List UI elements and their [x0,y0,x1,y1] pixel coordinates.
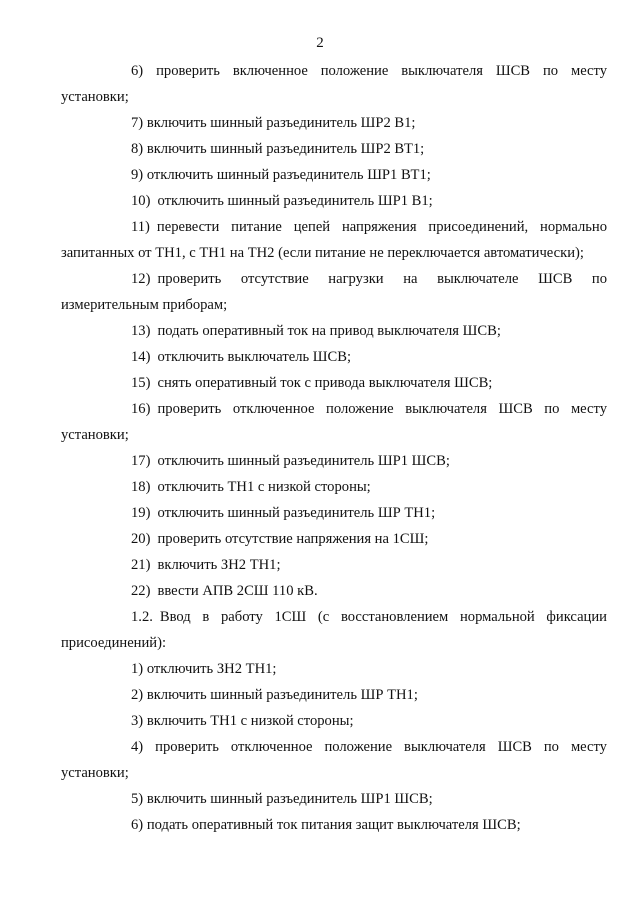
item-text: ввести АПВ 2СШ 110 кВ. [157,583,318,599]
list-item [61,214,607,266]
list-item [61,136,607,162]
section-heading [61,604,607,656]
item-number: 1) [131,661,144,677]
item-number: 7) [131,115,144,131]
list-item [61,682,607,708]
item-text: отключить шинный разъединитель ШР1 ШСВ; [157,453,450,469]
item-text: отключить шинный разъединитель ШР ТН1; [157,505,436,521]
item-number: 13) [131,323,151,339]
list-item [61,162,607,188]
item-number: 18) [131,479,151,495]
item-number: 10) [131,193,151,209]
item-number: 2) [131,687,144,703]
list-item [61,318,607,344]
item-text: снять оперативный ток с привода выключателя ШСВ; [157,375,493,391]
item-text: отключить выключатель ШСВ; [157,349,352,365]
item-number: 6) [131,63,144,79]
item-number: 12) [131,271,151,287]
section-text: Ввод в работу 1СШ (с восстановлением нормальной фиксации присоединений): [61,609,607,651]
list-item [61,266,607,318]
item-number: 6) [131,817,144,833]
item-number: 21) [131,557,151,573]
section-number: 1.2. [131,609,153,625]
item-number: 15) [131,375,151,391]
item-number: 8) [131,141,144,157]
document-body [61,58,607,838]
item-number: 19) [131,505,151,521]
list-item [61,344,607,370]
item-number: 9) [131,167,144,183]
list-item [61,396,607,448]
item-text: отключить ЗН2 ТН1; [146,661,277,677]
item-number: 17) [131,453,151,469]
page-number: 2 [316,35,324,51]
item-text: отключить ТН1 с низкой стороны; [157,479,371,495]
item-text: подать оперативный ток на привод выключателя ШСВ; [157,323,501,339]
list-item [61,552,607,578]
list-item [61,578,607,604]
item-number: 22) [131,583,151,599]
item-number: 4) [131,739,144,755]
item-text: включить шинный разъединитель ШР2 В1; [146,115,416,131]
item-text: отключить шинный разъединитель ШР1 ВТ1; [146,167,431,183]
item-text: подать оперативный ток питания защит выключателя ШСВ; [146,817,521,833]
item-number: 20) [131,531,151,547]
item-text: включить шинный разъединитель ШР2 ВТ1; [146,141,425,157]
item-text: проверить отсутствие напряжения на 1СШ; [157,531,429,547]
item-number: 16) [131,401,151,417]
item-text: включить ЗН2 ТН1; [157,557,281,573]
item-number: 14) [131,349,151,365]
list-item [61,500,607,526]
list-item [61,188,607,214]
list-item [61,708,607,734]
list-item [61,370,607,396]
item-number: 11) [131,219,150,235]
item-text: проверить включенное положение выключателя ШСВ по месту установки; [61,63,607,105]
list-item [61,812,607,838]
list-item [61,734,607,786]
item-text: отключить шинный разъединитель ШР1 В1; [157,193,433,209]
list-item [61,786,607,812]
item-text: включить шинный разъединитель ШР ТН1; [146,687,418,703]
list-item [61,656,607,682]
list-item [61,58,607,110]
item-text: проверить отключенное положение выключателя ШСВ по месту установки; [61,401,607,443]
list-item [61,474,607,500]
item-text: проверить отключенное положение выключателя ШСВ по месту установки; [61,739,607,781]
list-item [61,110,607,136]
item-text: проверить отсутствие нагрузки на выключателе ШСВ по измерительным приборам; [61,271,607,313]
item-text: включить шинный разъединитель ШР1 ШСВ; [146,791,433,807]
item-text: перевести питание цепей напряжения присоединений, нормально запитанных от ТН1, с ТН1 на ТН2 (если питание не переключается автоматически); [61,219,607,261]
item-number: 3) [131,713,144,729]
item-text: включить ТН1 с низкой стороны; [146,713,354,729]
list-item [61,448,607,474]
item-number: 5) [131,791,144,807]
list-item [61,526,607,552]
